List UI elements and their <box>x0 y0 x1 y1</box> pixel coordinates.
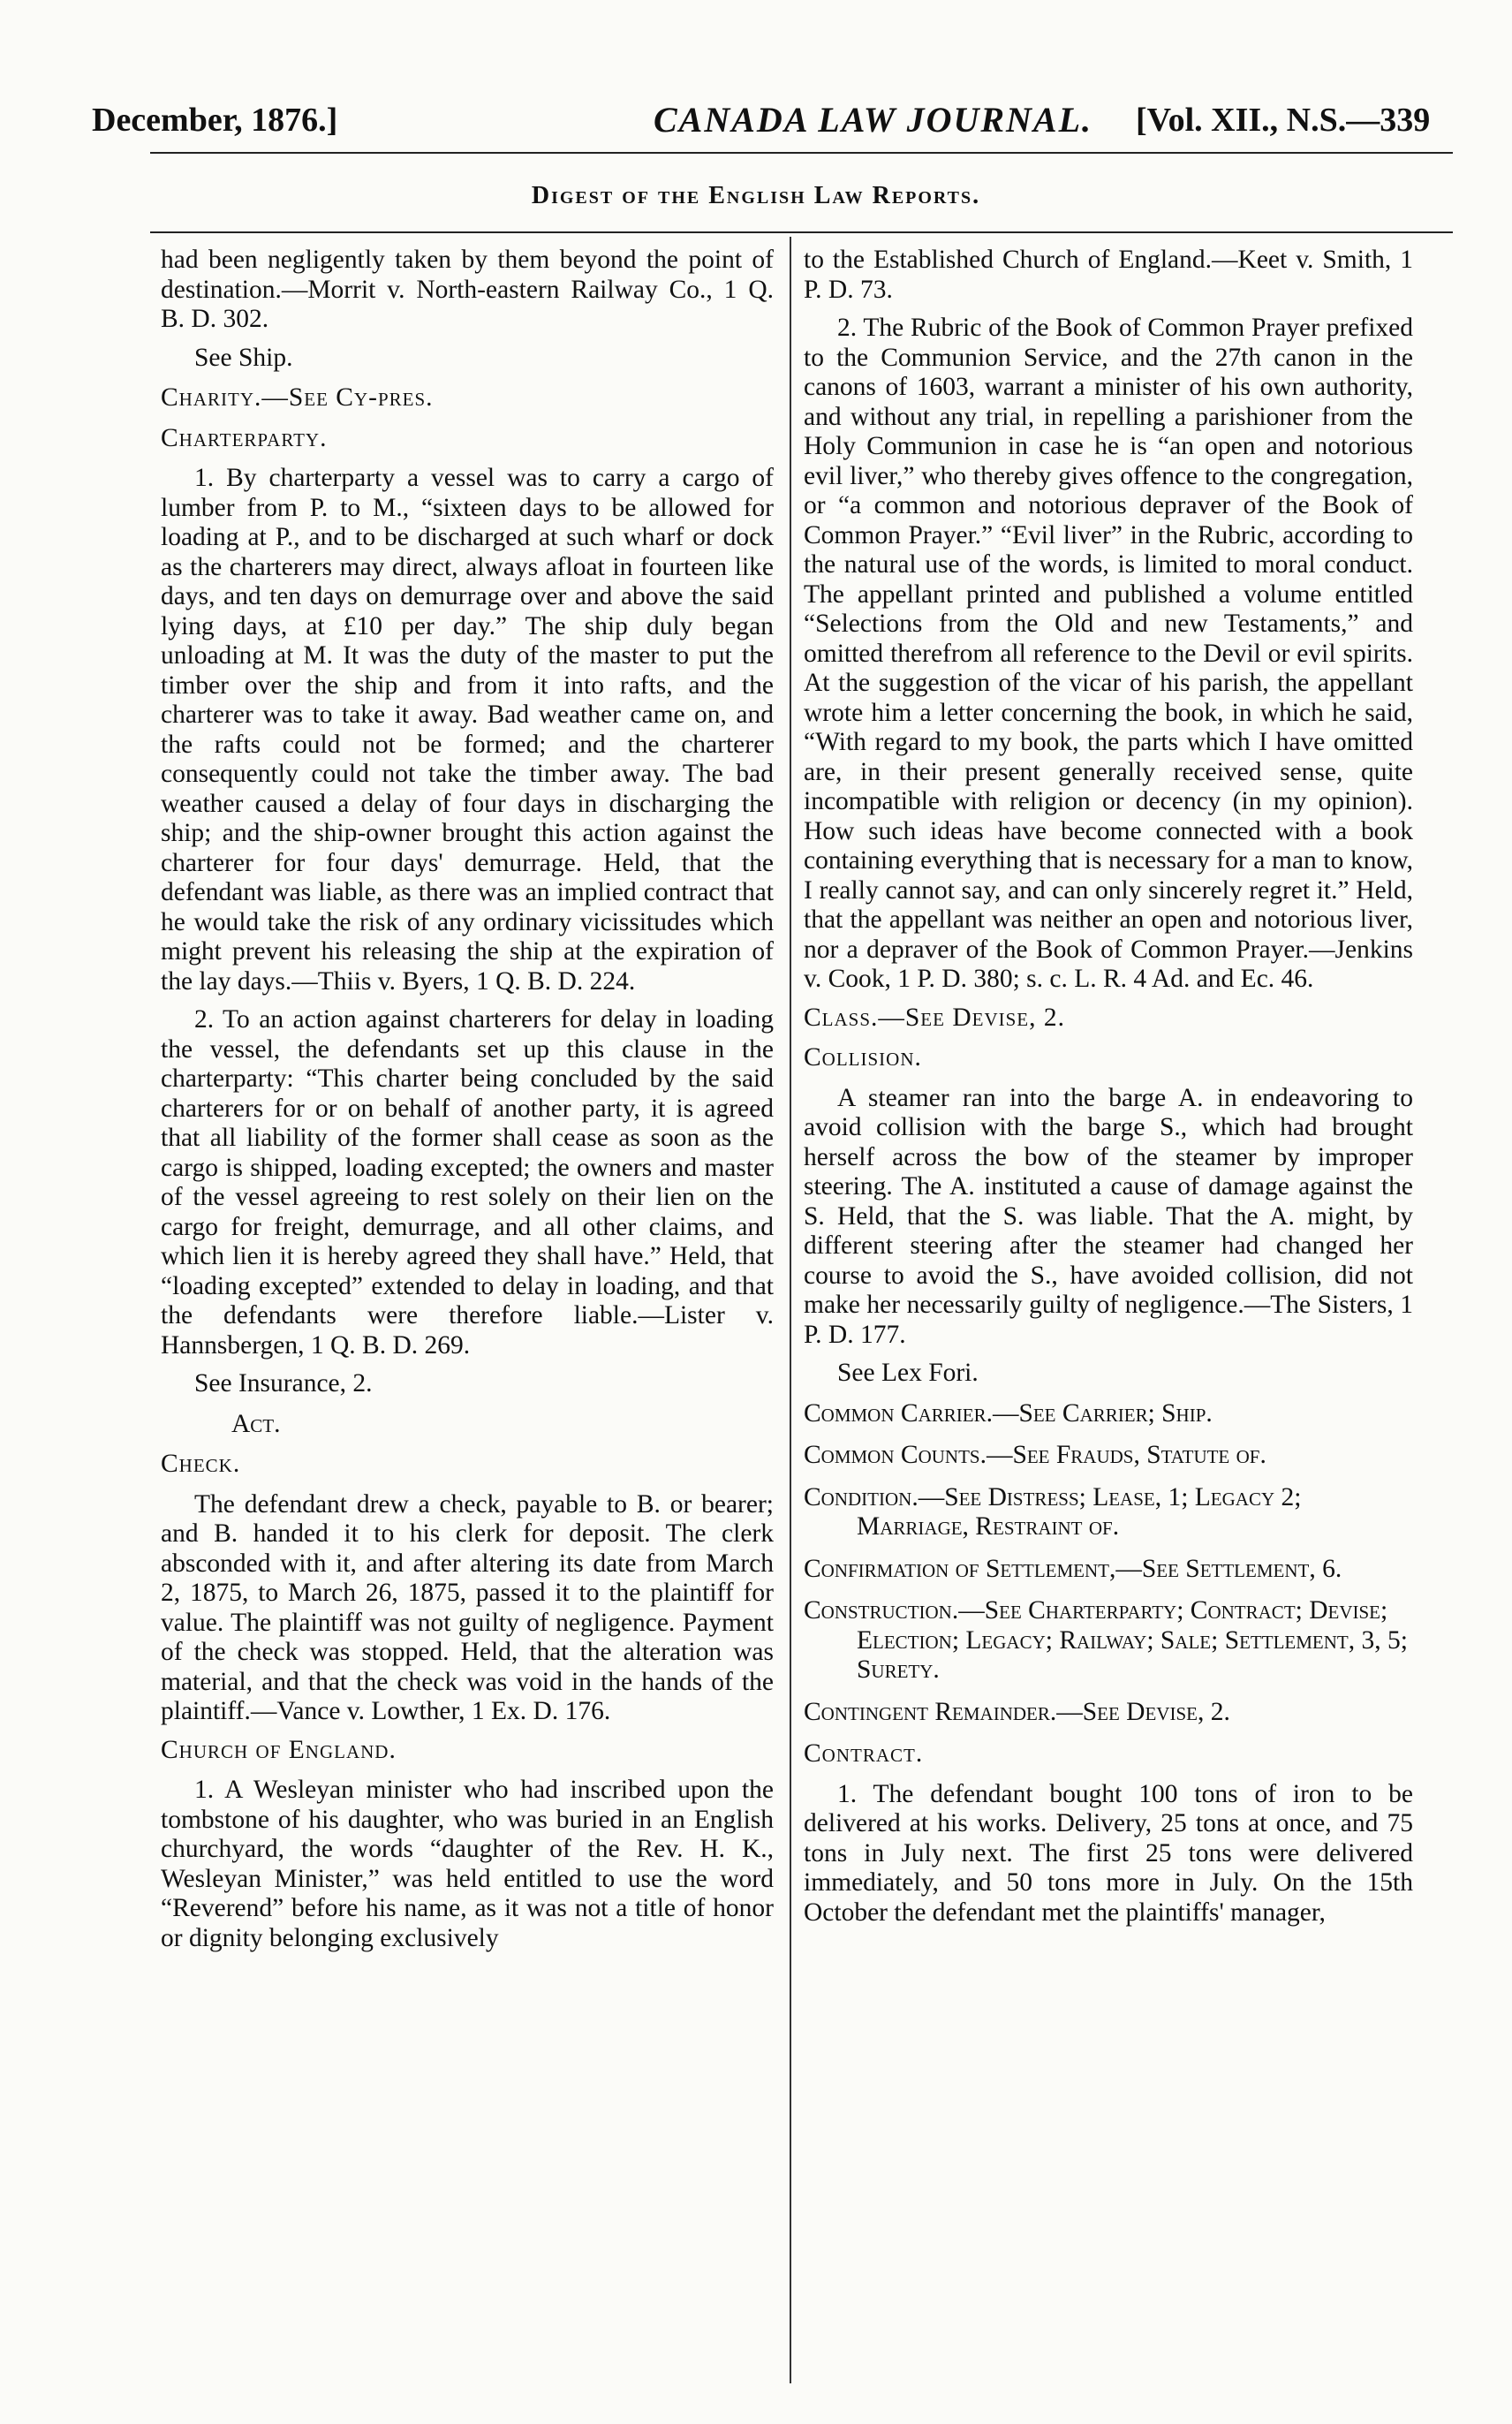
entry-heading: Common Carrier.—See Carrier; Ship. <box>804 1398 1213 1428</box>
entry-heading: Check. <box>161 1450 241 1478</box>
paragraph: A steamer ran into the barge A. in endeavoring to avoid collision with the barge S., which had brought herself across the bow of the steamer by improper steering. The A. instituted a cause of damage against the S. Held, that the S. was liable. That the A. might, by different steering after the steamer had changed her course to avoid the S., have avoided collision, did not make her necessarily guilty of negligence.—The Sisters, 1 P. D. 177. <box>804 1083 1413 1349</box>
paragraph: 1. By charterparty a vessel was to carry a cargo of lumber from P. to M., “sixteen days to be allowed for loading at P., and to be discharged at such wharf or dock as the charterers may direct, always afloat in fourteen like days, and ten days on demurrage over and above the said lying days, at £10 per day.” The ship duly began unloading at M. It was the duty of the master to put the timber over the ship and from it into rafts, and the charterer was to take it away. Bad weather came on, and the rafts could not be formed; and the charterer consequently could not take the timber away. The bad weather caused a delay of four days in discharging the ship; and the ship-owner brought this action against the charterer for four days' demurrage. Held, that the defendant was liable, as there was an implied contract that he would take the risk of any ordinary vicissitudes which might prevent his releasing the ship at the expiration of the lay days.—Thiis v. Byers, 1 Q. B. D. 224. <box>161 464 774 996</box>
entry-heading: Construction.—See Charterparty; Contract; Devise; Election; Legacy; Railway; Sale; Settlement, 3, 5; Surety. <box>804 1596 1408 1684</box>
cross-reference: Act. <box>231 1409 281 1438</box>
paragraph: The defendant drew a check, payable to B. or bearer; and B. handed it to his clerk for deposit. The clerk absconded with it, and after altering its date from March 2, 1875, to March 26, 1875, passed it to the plaintiff for value. The plaintiff was not guilty of negligence. Payment of the check was stopped. Held, that the alteration was material, and that the check was void in the hands of the plaintiff.—Vance v. Lowther, 1 Ex. D. 176. <box>161 1489 774 1725</box>
entry-heading: Charity.—See Cy-pres. <box>161 383 434 412</box>
section-title: Digest of the English Law Reports. <box>531 182 981 209</box>
entry-heading: Contingent Remainder.—See Devise, 2. <box>804 1697 1230 1726</box>
entry-heading: Contract. <box>804 1739 924 1768</box>
paragraph: 2. The Rubric of the Book of Common Prayer prefixed to the Communion Service, and the 27th canon in the canons of 1603, warrant a minister of his own authority, and without any trial, in repelling a parishioner from the Holy Communion in case he is “an open and notorious evil liver,” who thereby gives offence to the congregation, or “a common and notorious depraver of the Book of Common Prayer.” “Evil liver” in the Rubric, according to the natural use of the words, is limited to moral conduct. The appellant printed and published a volume entitled “Selections from the Old and new Testaments,” and omitted therefrom all reference to the Devil or evil spirits. At the suggestion of the vicar of his parish, the appellant wrote him a letter concerning the book, in which he said, “With regard to my book, the parts which I have omitted are, in their present generally received sense, quite incompatible with religion or decency (in my opinion). How such ideas have become connected with a book containing everything that is necessary for a man to know, I really cannot say, and can only sincerely regret it.” Held, that the appellant was neither an open and notorious liver, nor a depraver of the Book of Common Prayer.—Jenkins v. Cook, 1 P. D. 380; s. c. L. R. 4 Ad. and Ec. 46. <box>804 314 1413 993</box>
volume-page: [Vol. XII., N.S.—339 <box>1136 102 1431 139</box>
paragraph: 1. The defendant bought 100 tons of iron to be delivered at his works. Delivery, 25 tons at once, and 75 tons in July next. The first 25 tons were delivered immediately, and 50 tons more in July. On the 15th October the defendant met the plaintiffs' manager, <box>804 1779 1413 1927</box>
paragraph: had been negligently taken by them beyond the point of destination.—Morrit v. North-eastern Railway Co., 1 Q. B. D. 302. <box>161 246 774 333</box>
running-header <box>79 95 1457 140</box>
cross-reference: See Ship. <box>194 343 293 372</box>
left-column <box>161 246 774 1962</box>
paragraph: to the Established Church of England.—Keet v. Smith, 1 P. D. 73. <box>804 246 1413 304</box>
entry-heading: Common Counts.—See Frauds, Statute of. <box>804 1441 1266 1469</box>
paragraph: 2. To an action against charterers for delay in loading the vessel, the defendants set up this clause in the charterparty: “This charter being concluded by the said charterers for or on behalf of another party, it is agreed that all liability of the former shall cease as soon as the cargo is shipped, loading excepted; the owners and master of the vessel agreeing to rest solely on their lien on the cargo for freight, demurrage, and all other claims, and which lien it is hereby agreed they shall have.” Held, that “loading excepted” extended to delay in loading, and that the defendants were therefore liable.—Lister v. Hannsbergen, 1 Q. B. D. 269. <box>161 1005 774 1360</box>
entry-heading: Confirmation of Settlement,—See Settlement, 6. <box>804 1554 1342 1583</box>
section-rule <box>150 231 1453 233</box>
paragraph: 1. A Wesleyan minister who had inscribed upon the tombstone of his daughter, who was buried in an English churchyard, the words “daughter of the Rev. H. K., Wesleyan Minister,” was held entitled to use the word “Reverend” before his name, as it was not a title of honor or dignity belonging exclusively <box>161 1776 774 1952</box>
cross-reference: See Lex Fori. <box>837 1359 979 1387</box>
entry-heading: Charterparty. <box>161 423 328 452</box>
journal-title: CANADA LAW JOURNAL. <box>654 100 1093 140</box>
entry-heading: Church of England. <box>161 1735 397 1764</box>
cross-reference: See Insurance, 2. <box>194 1369 373 1398</box>
header-rule <box>150 152 1453 154</box>
entry-heading: Collision. <box>804 1043 922 1072</box>
column-divider <box>790 237 791 2383</box>
header-date: December, 1876.] <box>92 102 338 139</box>
entry-heading: Class.—See Devise, 2. <box>804 1003 1066 1032</box>
entry-heading: Condition.—See Distress; Lease, 1; Legacy 2; Marriage, Restraint of. <box>804 1482 1302 1541</box>
right-column <box>804 246 1413 1936</box>
